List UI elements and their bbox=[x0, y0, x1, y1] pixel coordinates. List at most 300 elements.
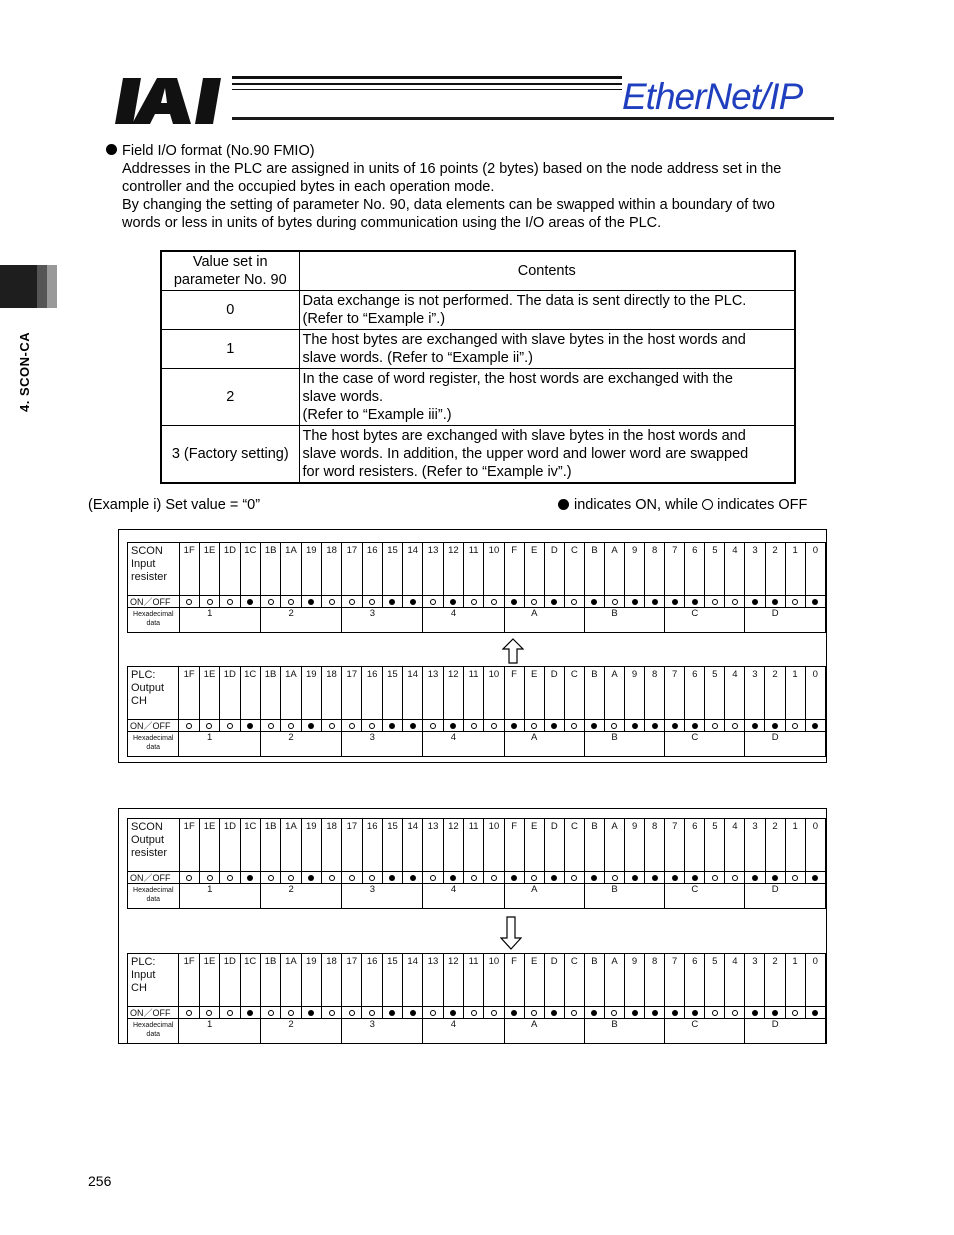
off-dot-icon bbox=[531, 875, 537, 881]
on-dot-icon bbox=[632, 723, 638, 729]
bit-state-cell bbox=[685, 1007, 705, 1019]
bit-state-cell bbox=[625, 720, 645, 732]
contents-cell: In the case of word register, the host words are exchanged with the slave words. (Refer to “Example iii”.) bbox=[299, 368, 795, 425]
bit-state-cell bbox=[604, 720, 624, 732]
on-dot-icon bbox=[511, 599, 517, 605]
off-dot-icon bbox=[207, 599, 213, 605]
bit-number-cell: 4 bbox=[725, 543, 745, 596]
contents-cell: The host bytes are exchanged with slave bytes in the host words and slave words. In addition, the upper word and lower word are swapped for word resisters. (Refer to “Example iv”.) bbox=[299, 425, 795, 483]
bit-state-cell bbox=[645, 1007, 665, 1019]
bit-number-cell: 1E bbox=[199, 954, 219, 1007]
bit-state-cell bbox=[463, 720, 483, 732]
bit-number-cell: 11 bbox=[464, 543, 484, 596]
bit-state-cell bbox=[805, 720, 825, 732]
bit-state-cell bbox=[785, 1007, 805, 1019]
bit-number-cell: 7 bbox=[665, 667, 685, 720]
off-dot-icon bbox=[792, 875, 798, 881]
bit-state-cell bbox=[785, 872, 805, 884]
bit-state-cell bbox=[321, 596, 341, 608]
on-dot-icon bbox=[672, 599, 678, 605]
contents-header: Contents bbox=[299, 251, 795, 290]
hex-cell bbox=[745, 1019, 826, 1044]
on-dot-icon bbox=[308, 875, 314, 881]
on-dot-icon bbox=[247, 1010, 253, 1016]
on-dot-icon bbox=[752, 599, 758, 605]
bit-state-cell bbox=[725, 1007, 745, 1019]
register-label bbox=[128, 543, 180, 596]
off-dot-icon bbox=[491, 599, 497, 605]
bit-number-cell: C bbox=[564, 819, 584, 872]
on-off-label: ON／OFF bbox=[128, 720, 179, 732]
bit-state-cell bbox=[443, 872, 463, 884]
bit-number-cell: C bbox=[564, 954, 584, 1007]
bit-number-cell: 11 bbox=[463, 954, 483, 1007]
bit-number-cell: 9 bbox=[625, 954, 645, 1007]
bit-number-cell: 10 bbox=[484, 954, 504, 1007]
bit-state-cell bbox=[544, 596, 564, 608]
hex-value: 2 bbox=[288, 608, 294, 619]
bit-number-cell: 10 bbox=[484, 543, 504, 596]
bit-number-cell: 5 bbox=[705, 543, 725, 596]
bit-state-cell bbox=[382, 720, 402, 732]
bit-state-cell bbox=[220, 720, 240, 732]
bit-number-cell: 13 bbox=[423, 954, 443, 1007]
off-dot-icon bbox=[186, 599, 192, 605]
off-dot-icon bbox=[712, 1010, 718, 1016]
value-cell: 3 (Factory setting) bbox=[161, 425, 299, 483]
bit-state-cell bbox=[564, 596, 584, 608]
on-dot-icon bbox=[772, 723, 778, 729]
bit-state-cell bbox=[403, 872, 423, 884]
on-off-row bbox=[128, 872, 826, 884]
bit-number-cell: B bbox=[584, 667, 604, 720]
off-dot-icon bbox=[471, 1010, 477, 1016]
bit-number-cell: 1E bbox=[199, 543, 219, 596]
bit-number-cell: 1D bbox=[220, 667, 240, 720]
bit-number-cell: 7 bbox=[665, 819, 685, 872]
bit-number-cell: 19 bbox=[301, 543, 321, 596]
bit-number-cell: 3 bbox=[745, 819, 765, 872]
bit-state-cell bbox=[362, 872, 382, 884]
off-dot-icon bbox=[369, 1010, 375, 1016]
bit-number-cell: 4 bbox=[725, 667, 745, 720]
off-dot-icon bbox=[491, 875, 497, 881]
off-dot-icon bbox=[732, 1010, 738, 1016]
off-dot-icon bbox=[186, 1010, 192, 1016]
bit-state-cell bbox=[403, 596, 423, 608]
bit-number-cell: B bbox=[584, 543, 604, 596]
table-row bbox=[161, 290, 795, 329]
legend: indicates ON, while indicates OFF bbox=[558, 497, 807, 513]
register-label-line: Output bbox=[131, 682, 165, 694]
bit-state-cell bbox=[423, 1007, 443, 1019]
on-dot-icon bbox=[410, 1010, 416, 1016]
off-dot-icon bbox=[268, 723, 274, 729]
parameter-table bbox=[160, 250, 796, 484]
register-grid bbox=[127, 666, 826, 757]
register-label-line: SCON bbox=[131, 821, 163, 833]
off-dot-icon bbox=[268, 875, 274, 881]
off-dot-icon bbox=[206, 723, 212, 729]
bit-state-cell bbox=[564, 1007, 584, 1019]
bit-state-cell bbox=[765, 720, 785, 732]
off-dot-icon bbox=[732, 875, 738, 881]
bit-number-cell: 16 bbox=[362, 667, 382, 720]
off-dot-icon bbox=[712, 875, 718, 881]
bit-number-cell: 12 bbox=[443, 667, 463, 720]
bit-number-cell: B bbox=[584, 954, 604, 1007]
bit-state-cell bbox=[564, 872, 584, 884]
off-dot-icon bbox=[369, 723, 375, 729]
off-dot-icon bbox=[531, 1010, 537, 1016]
bit-number-cell: E bbox=[524, 954, 544, 1007]
bit-state-cell bbox=[281, 596, 301, 608]
off-dot-icon bbox=[268, 1010, 274, 1016]
bit-state-cell bbox=[685, 872, 705, 884]
bit-state-cell bbox=[765, 596, 785, 608]
on-dot-icon bbox=[450, 1010, 456, 1016]
bit-state-cell bbox=[301, 720, 321, 732]
bit-state-cell bbox=[725, 872, 745, 884]
bit-state-cell bbox=[765, 1007, 785, 1019]
page-number: 256 bbox=[88, 1173, 112, 1189]
bit-state-cell bbox=[423, 596, 443, 608]
on-dot-icon bbox=[410, 723, 416, 729]
bit-number-cell: 18 bbox=[321, 954, 341, 1007]
off-dot-icon bbox=[712, 599, 718, 605]
bit-state-cell bbox=[301, 596, 321, 608]
bit-state-cell bbox=[604, 1007, 624, 1019]
hex-label: Hexadecimal data bbox=[128, 1019, 179, 1044]
hex-cell bbox=[745, 732, 826, 757]
hex-value: 3 bbox=[369, 608, 375, 619]
on-dot-icon bbox=[752, 875, 758, 881]
bit-number-cell: 1C bbox=[240, 819, 260, 872]
bit-number-cell: F bbox=[504, 819, 524, 872]
bit-number-cell: 16 bbox=[362, 954, 382, 1007]
on-dot-icon bbox=[632, 599, 638, 605]
bit-state-cell bbox=[805, 1007, 825, 1019]
bit-number-cell: 6 bbox=[685, 667, 705, 720]
off-dot-icon bbox=[611, 1010, 617, 1016]
header-rule-lines bbox=[232, 76, 622, 94]
hex-value: 2 bbox=[288, 884, 294, 895]
bit-number-cell: 17 bbox=[342, 667, 362, 720]
bit-number-cell: 11 bbox=[464, 819, 484, 872]
bit-state-cell bbox=[260, 596, 280, 608]
bit-number-cell: 1F bbox=[179, 667, 199, 720]
bit-state-cell bbox=[484, 1007, 504, 1019]
bit-state-cell bbox=[220, 872, 240, 884]
off-dot-icon bbox=[227, 723, 233, 729]
register-label-line: PLC: bbox=[131, 669, 156, 681]
bit-state-cell bbox=[423, 720, 443, 732]
bit-number-cell: D bbox=[544, 954, 564, 1007]
on-dot-icon bbox=[591, 1010, 597, 1016]
hex-row bbox=[128, 608, 826, 633]
off-dot-icon bbox=[329, 599, 335, 605]
off-dot-icon bbox=[329, 1010, 335, 1016]
bit-state-cell bbox=[260, 720, 280, 732]
bit-state-cell bbox=[524, 596, 544, 608]
bit-number-cell: 3 bbox=[745, 667, 765, 720]
on-dot-icon bbox=[591, 723, 597, 729]
bit-number-cell: 2 bbox=[765, 819, 785, 872]
bit-state-cell bbox=[199, 720, 219, 732]
on-dot-icon bbox=[551, 1010, 557, 1016]
bit-number-cell: 0 bbox=[805, 954, 825, 1007]
hex-value: D bbox=[771, 608, 779, 619]
on-dot-icon bbox=[772, 875, 778, 881]
off-dot-icon bbox=[732, 723, 738, 729]
bit-state-cell bbox=[382, 1007, 402, 1019]
hex-value: 4 bbox=[450, 884, 457, 895]
chapter-tab-dark bbox=[0, 265, 37, 308]
on-dot-icon bbox=[692, 1010, 698, 1016]
bit-number-cell: 8 bbox=[645, 954, 665, 1007]
bit-number-cell: 15 bbox=[382, 954, 402, 1007]
bit-number-cell: 15 bbox=[382, 819, 402, 872]
value-header: Value set in parameter No. 90 bbox=[161, 251, 299, 290]
on-off-label: ON／OFF bbox=[128, 1007, 179, 1019]
bit-state-cell bbox=[403, 1007, 423, 1019]
bit-number-cell: F bbox=[504, 543, 524, 596]
bit-number-cell: 8 bbox=[645, 819, 665, 872]
register-label bbox=[128, 954, 179, 1007]
on-dot-icon bbox=[450, 599, 456, 605]
bit-state-cell bbox=[625, 596, 645, 608]
bit-number-cell: 10 bbox=[484, 819, 504, 872]
bit-number-cell: 1B bbox=[260, 543, 280, 596]
off-dot-icon bbox=[186, 723, 192, 729]
bit-number-cell: 13 bbox=[423, 819, 443, 872]
bit-state-cell bbox=[705, 720, 725, 732]
bit-number-cell: 8 bbox=[645, 543, 665, 596]
bit-state-cell bbox=[179, 1007, 199, 1019]
bit-number-cell: 9 bbox=[625, 543, 645, 596]
hex-value: D bbox=[771, 732, 779, 743]
bit-state-cell bbox=[685, 596, 705, 608]
bit-number-cell: 4 bbox=[725, 954, 745, 1007]
on-dot-icon bbox=[410, 875, 416, 881]
bit-number-cell: D bbox=[544, 819, 564, 872]
bit-number-cell: 1 bbox=[785, 667, 805, 720]
bit-state-cell bbox=[745, 720, 765, 732]
hex-value: 3 bbox=[369, 1019, 375, 1030]
bit-number-cell: 2 bbox=[765, 543, 785, 596]
bit-state-cell bbox=[199, 872, 219, 884]
arrow-up-icon bbox=[502, 638, 524, 664]
bit-number-cell: 12 bbox=[443, 954, 463, 1007]
bit-state-cell bbox=[544, 720, 564, 732]
register-grid bbox=[127, 953, 826, 1044]
bit-number-cell: 1F bbox=[179, 954, 199, 1007]
bit-number-cell: 3 bbox=[745, 954, 765, 1007]
bit-state-cell bbox=[179, 872, 199, 884]
hex-value: C bbox=[691, 884, 699, 895]
bit-state-cell bbox=[281, 1007, 301, 1019]
off-dot-icon bbox=[227, 875, 233, 881]
bit-number-cell: 17 bbox=[342, 819, 362, 872]
bit-state-cell bbox=[745, 872, 765, 884]
bit-number-cell: 18 bbox=[321, 667, 341, 720]
bit-number-cell: 19 bbox=[301, 667, 321, 720]
off-dot-icon bbox=[430, 875, 436, 881]
on-off-label: ON／OFF bbox=[128, 872, 180, 884]
bit-state-cell bbox=[301, 872, 321, 884]
bit-number-cell: 1F bbox=[179, 543, 199, 596]
bit-number-cell: 1B bbox=[260, 819, 280, 872]
on-dot-icon bbox=[551, 599, 557, 605]
value-cell: 2 bbox=[161, 368, 299, 425]
on-dot-icon bbox=[632, 1010, 638, 1016]
hex-value: 1 bbox=[207, 1019, 213, 1030]
bit-state-cell bbox=[705, 596, 725, 608]
bit-state-cell bbox=[240, 1007, 260, 1019]
off-dot-icon bbox=[349, 1010, 355, 1016]
off-dot-icon bbox=[288, 599, 294, 605]
off-dot-icon bbox=[206, 1010, 212, 1016]
off-dot-icon bbox=[349, 723, 355, 729]
hex-cell bbox=[745, 608, 826, 633]
bit-number-cell: 14 bbox=[403, 954, 423, 1007]
hex-value: 1 bbox=[207, 884, 213, 895]
bit-state-cell bbox=[342, 1007, 362, 1019]
hex-label: Hexadecimal data bbox=[128, 884, 180, 909]
off-dot-icon bbox=[288, 1010, 294, 1016]
hex-value: A bbox=[531, 884, 538, 895]
bit-state-cell bbox=[382, 596, 402, 608]
bit-state-cell bbox=[240, 720, 260, 732]
on-dot-icon bbox=[308, 599, 314, 605]
bit-number-cell: 1B bbox=[260, 954, 280, 1007]
bit-number-cell: E bbox=[524, 819, 544, 872]
hex-value: B bbox=[611, 1019, 618, 1030]
bit-number-cell: 18 bbox=[321, 543, 341, 596]
on-dot-icon bbox=[672, 875, 678, 881]
bit-number-cell: 16 bbox=[362, 819, 382, 872]
bit-state-cell bbox=[685, 720, 705, 732]
bit-state-cell bbox=[625, 872, 645, 884]
bit-state-cell bbox=[665, 596, 685, 608]
bit-number-cell: 19 bbox=[301, 954, 321, 1007]
on-dot-icon bbox=[652, 875, 658, 881]
bit-state-cell bbox=[342, 720, 362, 732]
bit-state-cell bbox=[705, 872, 725, 884]
bit-state-cell bbox=[785, 720, 805, 732]
on-dot-icon bbox=[772, 1010, 778, 1016]
bit-number-cell: 13 bbox=[423, 543, 443, 596]
bit-state-cell bbox=[382, 872, 402, 884]
hex-value: C bbox=[691, 608, 699, 619]
bit-number-cell: 1 bbox=[785, 543, 805, 596]
example-diagram-output bbox=[118, 808, 827, 1044]
register-label bbox=[128, 819, 180, 872]
on-dot-icon bbox=[672, 723, 678, 729]
bit-number-cell: 1 bbox=[785, 819, 805, 872]
bit-state-cell bbox=[705, 1007, 725, 1019]
bit-state-cell bbox=[443, 1007, 463, 1019]
value-cell: 1 bbox=[161, 329, 299, 368]
intro-line: controller and the occupied bytes in each operation mode. bbox=[122, 179, 495, 195]
bit-state-cell bbox=[504, 872, 524, 884]
register-label-line: CH bbox=[131, 695, 147, 707]
bit-state-cell bbox=[504, 596, 524, 608]
on-off-row bbox=[128, 720, 826, 732]
bit-number-cell: A bbox=[604, 667, 624, 720]
bit-number-cell: 1A bbox=[281, 543, 301, 596]
on-dot-icon bbox=[511, 723, 517, 729]
off-dot-icon bbox=[349, 599, 355, 605]
bit-state-cell bbox=[785, 596, 805, 608]
bit-state-cell bbox=[605, 596, 625, 608]
hex-value: 4 bbox=[450, 608, 457, 619]
register-label-line: resister bbox=[131, 847, 168, 859]
bit-state-cell bbox=[725, 720, 745, 732]
bullet-icon bbox=[106, 144, 117, 155]
on-dot-icon bbox=[410, 599, 416, 605]
bit-state-cell bbox=[745, 596, 765, 608]
bit-number-cell: B bbox=[584, 819, 604, 872]
bit-state-cell bbox=[464, 596, 484, 608]
register-label-line: Output bbox=[131, 834, 165, 846]
table-row bbox=[161, 425, 795, 483]
register-label bbox=[128, 667, 179, 720]
off-dot-icon bbox=[207, 875, 213, 881]
bit-state-cell bbox=[220, 596, 240, 608]
bit-number-cell: 5 bbox=[705, 819, 725, 872]
hex-row bbox=[128, 884, 826, 909]
bit-number-cell: 2 bbox=[765, 954, 785, 1007]
bit-state-cell bbox=[544, 1007, 564, 1019]
bit-number-cell: 1D bbox=[220, 819, 240, 872]
hex-value: 4 bbox=[450, 1019, 457, 1030]
register-label-line: Input bbox=[131, 558, 156, 570]
on-off-row bbox=[128, 596, 826, 608]
off-dot-icon bbox=[531, 723, 537, 729]
off-dot-icon bbox=[571, 723, 577, 729]
bit-number-cell: 12 bbox=[443, 543, 463, 596]
bit-state-cell bbox=[645, 720, 665, 732]
bit-state-cell bbox=[423, 872, 443, 884]
bit-state-cell bbox=[362, 1007, 382, 1019]
bit-number-cell: 1C bbox=[240, 954, 260, 1007]
off-dot-icon bbox=[571, 1010, 577, 1016]
on-dot-icon bbox=[450, 875, 456, 881]
bit-number-row bbox=[128, 543, 826, 596]
bit-state-cell bbox=[484, 720, 504, 732]
bit-number-cell: D bbox=[544, 543, 564, 596]
off-circle-icon bbox=[702, 499, 713, 510]
on-dot-icon bbox=[511, 875, 517, 881]
off-dot-icon bbox=[612, 875, 618, 881]
bit-number-cell: E bbox=[524, 667, 544, 720]
bit-number-cell: 0 bbox=[805, 819, 825, 872]
table-row bbox=[161, 329, 795, 368]
bit-number-cell: A bbox=[605, 543, 625, 596]
bit-number-cell: F bbox=[504, 667, 524, 720]
bit-number-cell: 9 bbox=[625, 667, 645, 720]
off-dot-icon bbox=[349, 875, 355, 881]
bit-state-cell bbox=[665, 1007, 685, 1019]
on-dot-icon bbox=[812, 875, 818, 881]
on-dot-icon bbox=[450, 723, 456, 729]
hex-value: A bbox=[531, 1019, 538, 1030]
intro-line: Addresses in the PLC are assigned in units of 16 points (2 bytes) based on the node address set in the bbox=[122, 161, 782, 177]
bit-state-cell bbox=[484, 872, 504, 884]
bit-number-cell: 18 bbox=[321, 819, 341, 872]
bit-state-cell bbox=[484, 596, 504, 608]
